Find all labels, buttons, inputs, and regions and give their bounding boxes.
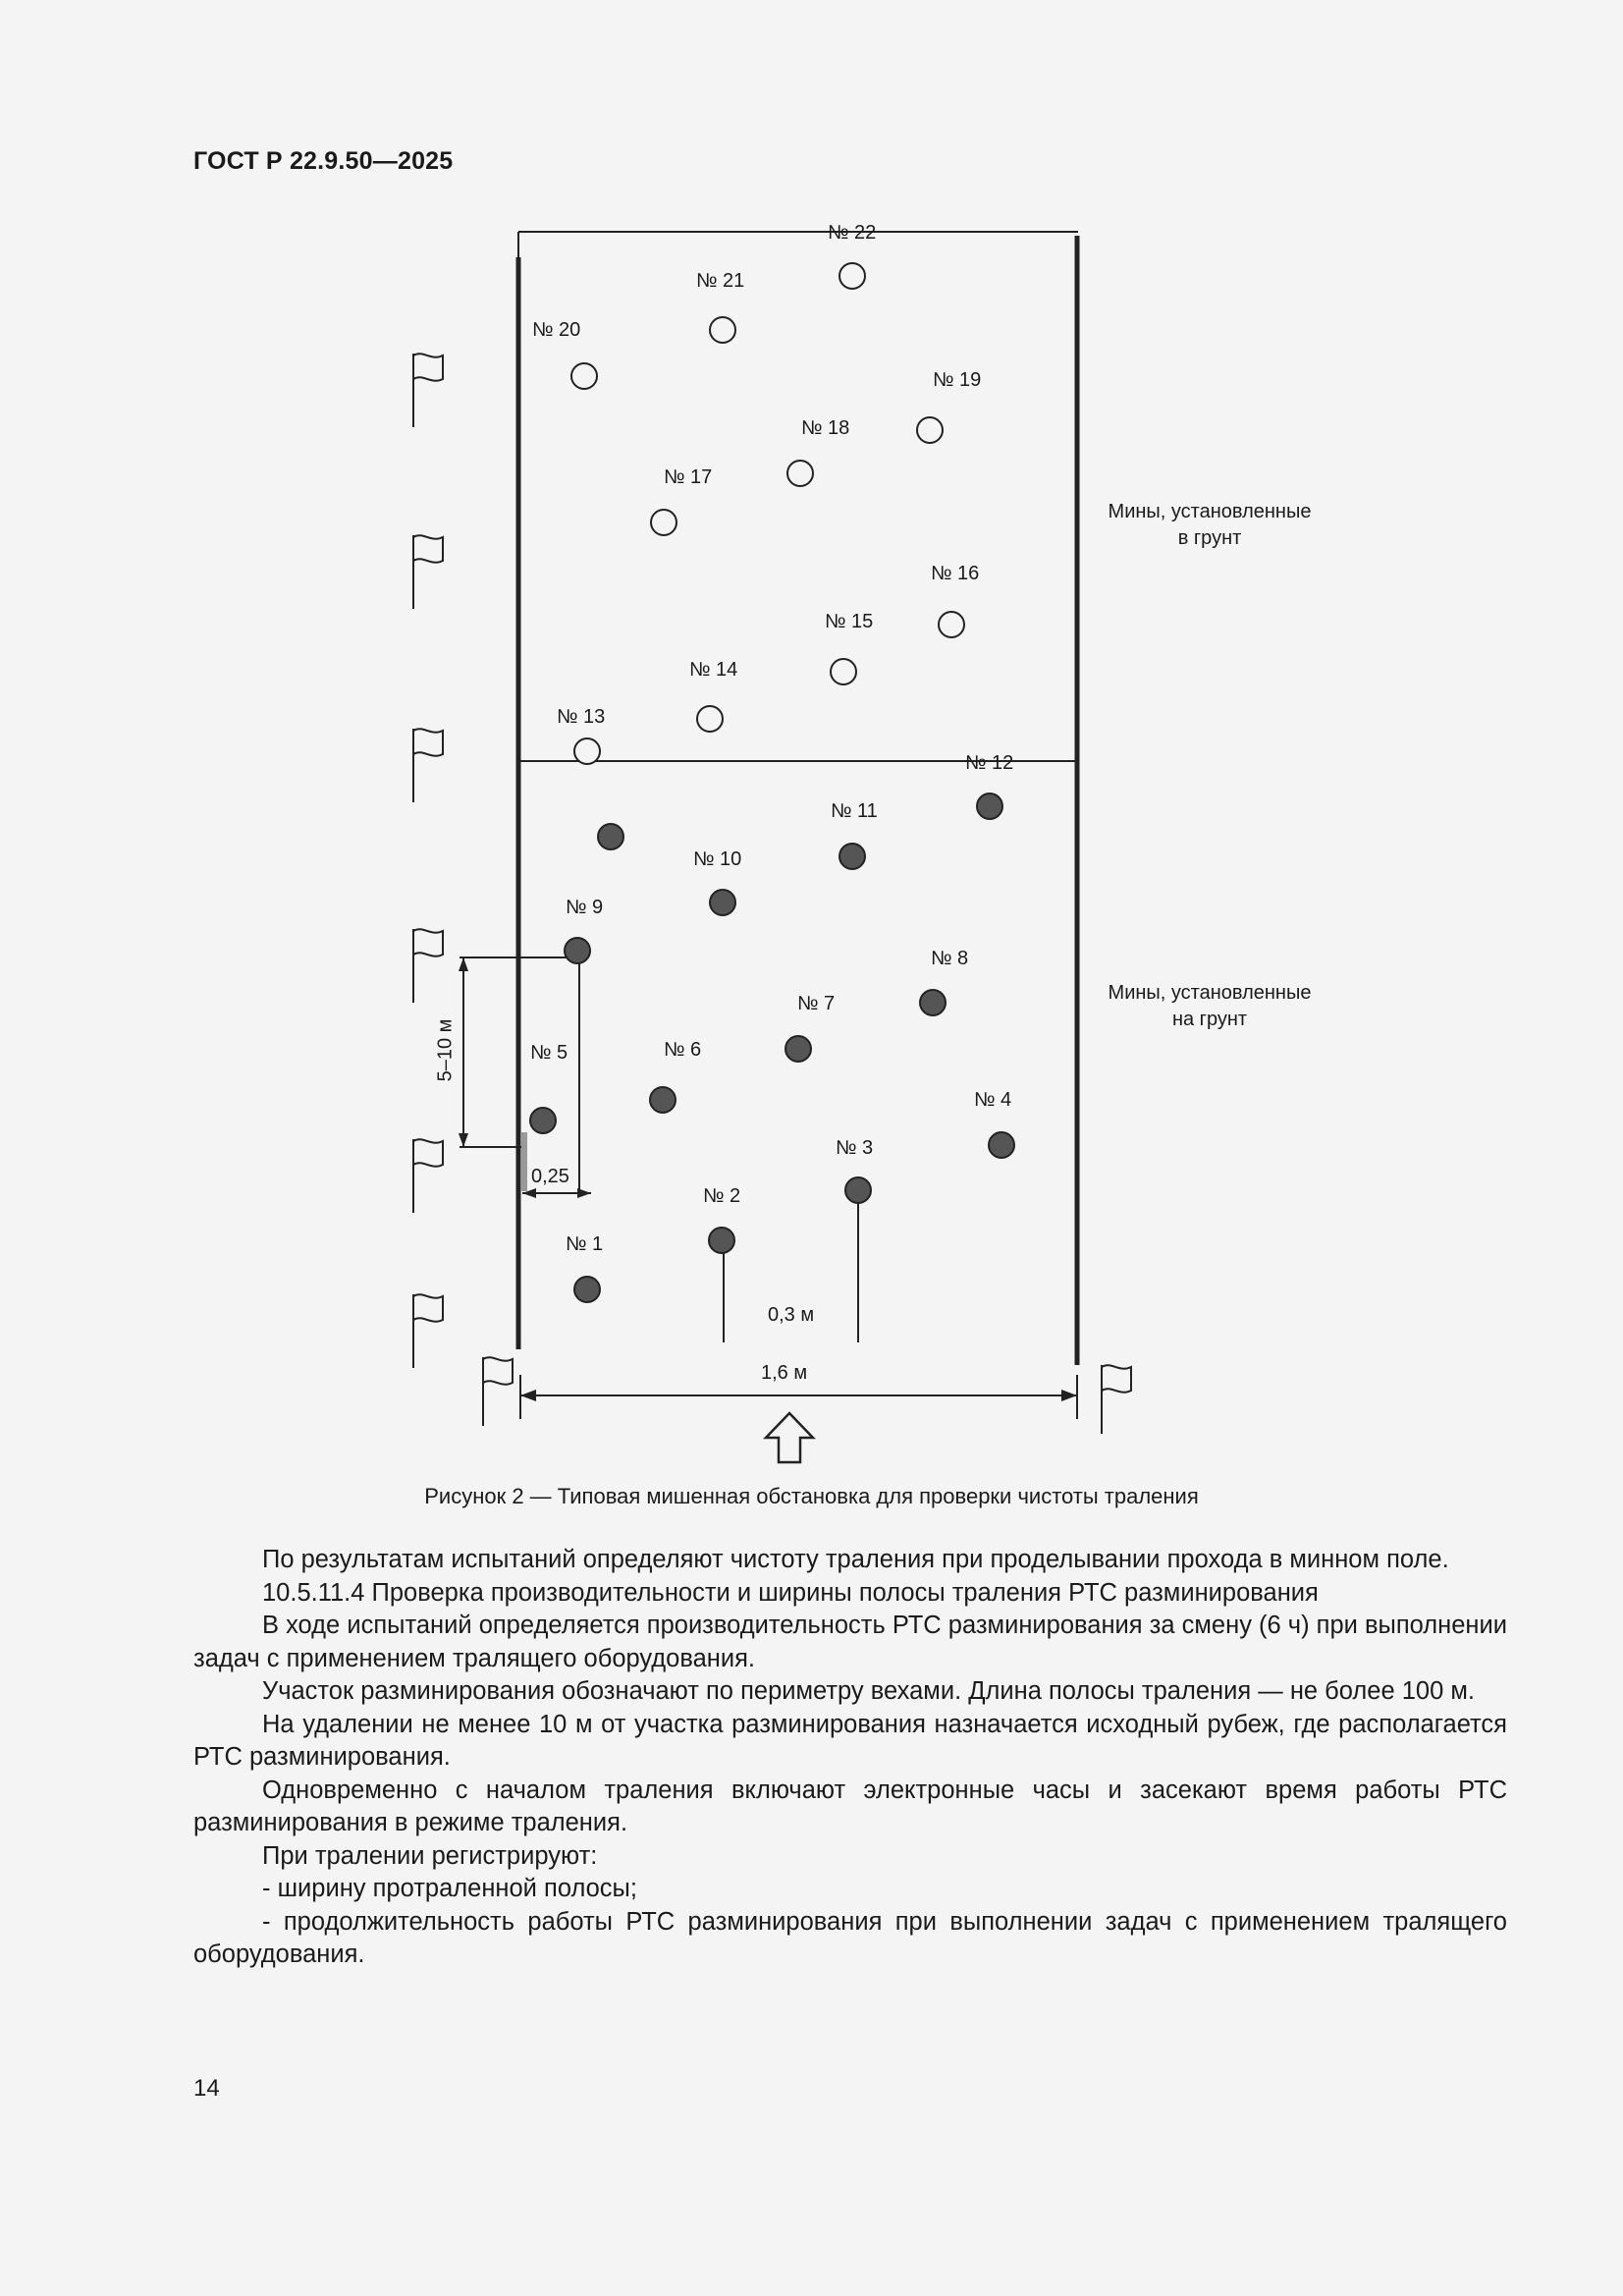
flag-icon [413, 1139, 443, 1213]
document-header: ГОСТ Р 22.9.50—2025 [193, 147, 454, 175]
mine-marker [709, 1228, 734, 1253]
paragraph: По результатам испытаний определяют чистоту траления при проделывании прохода в минном поле. [262, 1546, 1449, 1573]
mine-marker [710, 890, 735, 915]
flag-icon [413, 1294, 443, 1368]
mine-label: № 2 [703, 1185, 741, 1207]
mine-marker [650, 1087, 676, 1113]
flag-icon [413, 535, 443, 609]
mine-marker [831, 659, 856, 684]
mine-marker [571, 363, 597, 389]
mine-marker [839, 263, 865, 289]
mine-marker [920, 990, 946, 1015]
flag-icon [483, 1357, 513, 1426]
mine-marker [989, 1132, 1014, 1158]
mine-marker [977, 793, 1002, 819]
mine-marker [845, 1177, 871, 1203]
mine-marker [598, 824, 623, 849]
arrowhead [577, 1188, 591, 1198]
mine-label: № 4 [974, 1089, 1012, 1111]
mine-marker [651, 510, 676, 535]
dim-spacing-label: 5–10 м [434, 1018, 457, 1082]
mine-marker [917, 417, 943, 443]
mine-marker [939, 612, 964, 637]
mine-label: № 11 [831, 800, 878, 822]
mine-label: № 21 [696, 270, 745, 292]
mine-label: № 17 [664, 466, 713, 488]
mine-label: № 3 [836, 1137, 874, 1159]
flag-icon [413, 354, 443, 427]
mine-label: № 9 [566, 897, 604, 918]
flag-icon [413, 929, 443, 1003]
dim-offset-label: 0,25 [531, 1166, 569, 1187]
note-surface-mines: Мины, установленные на грунт [1108, 982, 1312, 1030]
mine-label: № 15 [825, 611, 874, 632]
paragraph: На удалении не менее 10 м от участка разминирования назначается исходный рубеж, где располагается РТС разминирования. [193, 1710, 1507, 1771]
dim-width-label: 1,6 м [761, 1362, 808, 1384]
mine-label: № 19 [933, 369, 982, 391]
mine-label: № 16 [931, 563, 980, 584]
mine-label: № 8 [931, 948, 969, 969]
page-number: 14 [193, 2075, 220, 2102]
mine-marker [530, 1108, 556, 1133]
arrowhead [459, 957, 468, 971]
arrowhead [520, 1390, 536, 1401]
mine-label: № 12 [965, 752, 1014, 774]
paragraph: При тралении регистрируют: [262, 1841, 598, 1870]
mine-label: № 20 [532, 319, 581, 341]
figure-caption: Рисунок 2 — Типовая мишенная обстановка для проверки чистоты траления [424, 1484, 1199, 1508]
paragraph: В ходе испытаний определяется производительность РТС разминирования за смену (6 ч) при выполнении задач с применением тралящего оборудования. [193, 1612, 1507, 1672]
mine-marker [839, 844, 865, 869]
mine-marker [565, 938, 590, 963]
paragraph: - ширину протраленной полосы; [262, 1875, 637, 1902]
flag-icon [1102, 1365, 1131, 1434]
dim-between-label: 0,3 м [768, 1304, 815, 1326]
pillar-marker [521, 1132, 527, 1191]
paragraph: Участок разминирования обозначают по периметру вехами. Длина полосы траления — не более 100 м. [262, 1677, 1475, 1705]
mine-marker [785, 1036, 811, 1062]
mine-marker [574, 1277, 600, 1302]
mine-label: № 14 [689, 659, 738, 681]
paragraph: - продолжительность работы РТС разминирования при выполнении задач с применением тралящего оборудования. [193, 1907, 1507, 1968]
mine-marker [697, 706, 723, 732]
mine-label: № 22 [828, 222, 877, 244]
arrowhead [459, 1133, 468, 1147]
mine-label: № 6 [664, 1039, 702, 1061]
up-arrow-icon [766, 1413, 813, 1462]
body-text [193, 1544, 1507, 1972]
mine-marker [574, 738, 600, 764]
flag-icon [413, 729, 443, 802]
mine-label: № 1 [566, 1233, 604, 1255]
mine-label: № 10 [693, 848, 742, 870]
arrowhead [1061, 1390, 1077, 1401]
paragraph: Одновременно с началом траления включают электронные часы и засекают время работы РТС разминирования в режиме траления. [193, 1776, 1507, 1836]
mine-label: № 13 [557, 706, 606, 728]
mine-marker [787, 461, 813, 486]
note-buried-mines: Мины, установленные в грунт [1108, 501, 1312, 549]
mine-label: № 7 [797, 993, 836, 1014]
mine-label: № 5 [530, 1042, 568, 1064]
paragraph: 10.5.11.4 Проверка производительности и ширины полосы траления РТС разминирования [262, 1578, 1319, 1607]
mine-marker [710, 317, 735, 343]
mine-label: № 18 [801, 417, 850, 439]
